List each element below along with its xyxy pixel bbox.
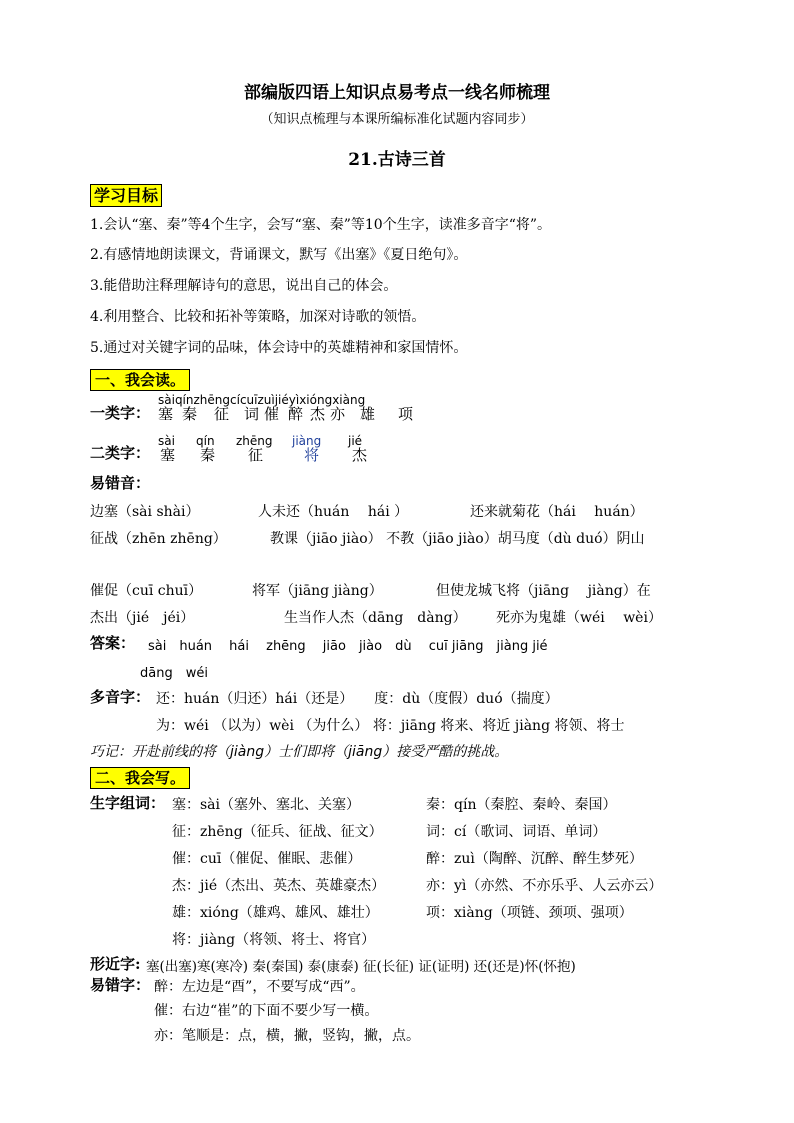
class1-char: 催: [264, 405, 280, 423]
class1-label: 一类字：: [90, 404, 151, 422]
class2-char: 杰: [352, 446, 368, 464]
word-entry: 秦：qín（秦腔、秦岭、秦国）: [426, 797, 617, 813]
class2-pinyin: jiàng: [292, 434, 322, 448]
goal-item: 5.通过对关键字词的品味，体会诗中的英雄精神和家国情怀。: [90, 340, 468, 356]
class1-char: 项: [398, 405, 414, 423]
class1-char: 秦: [182, 405, 198, 423]
word-entry: 征：zhēng（征兵、征战、征文）: [172, 824, 383, 840]
class2-pinyin: sài: [158, 434, 175, 448]
word-entry: 醉：zuì（陶醉、沉醉、醉生梦死）: [426, 851, 643, 867]
goal-item: 1.会认“塞、秦”等4个生字，会写“塞、秦”等10个生字，读准多音字“将”。: [90, 217, 552, 233]
document-subtitle: （知识点梳理与本课所编标准化试题内容同步）: [260, 112, 534, 127]
answer-line: dāng wéi: [140, 666, 208, 681]
mistake-item: 醉：左边是“酉”，不要写成“西”。: [154, 979, 365, 995]
error-item: 将军（jiāng jiàng）: [252, 583, 383, 599]
word-entry: 杰：jié（杰出、英杰、英雄豪杰）: [172, 878, 386, 894]
poly-line: 还：huán（归还）hái（还是） 度：dù（度假）duó（揣度）: [156, 691, 559, 707]
class2-char: 将: [304, 446, 320, 464]
error-item: 杰出（jié jéi）: [90, 610, 195, 626]
word-entry: 亦：yì（亦然、不亦乐乎、人云亦云）: [426, 878, 663, 894]
words-label: 生字组词：: [90, 794, 166, 812]
class1-char: 塞: [158, 405, 174, 423]
class1-char: 词: [244, 405, 260, 423]
document-title: 部编版四语上知识点易考点一线名师梳理: [244, 83, 550, 103]
poly-label: 多音字：: [90, 688, 151, 706]
class1-char: 雄: [360, 405, 376, 423]
class1-pinyin: sàiqínzhēngcícuīzuìjiéyìxióngxiàng: [158, 393, 366, 407]
class2-pinyin: jié: [348, 434, 363, 448]
lesson-title: 21.古诗三首: [348, 150, 446, 170]
class1-char: 杰: [310, 405, 326, 423]
mistake-label: 易错字：: [90, 976, 151, 994]
class2-char: 秦: [200, 446, 216, 464]
word-entry: 项：xiàng（项链、颈项、强项）: [426, 905, 633, 921]
error-item: 催促（cuī chuī）: [90, 583, 203, 599]
class2-pinyin: zhēng: [236, 434, 273, 448]
error-item: 教课（jiāo jiào） 不教（jiāo jiào）胡马度（dù duó）阴山: [270, 531, 645, 547]
similar-text: 塞(出塞)寒(寒冷) 秦(秦国) 泰(康泰) 征(长征) 证(证明) 还(还是)怀(怀抱): [146, 959, 576, 975]
class2-pinyin: qín: [196, 434, 215, 448]
goal-item: 4.利用整合、比较和拓补等策略，加深对诗歌的领悟。: [90, 309, 426, 325]
class1-char: 亦: [330, 405, 346, 423]
answer-line: sài huán hái zhēng jiāo jiào dù cuī jiāng jiàng jié: [148, 639, 548, 654]
write-heading: 二、我会写。: [90, 767, 190, 788]
goal-item: 2.有感情地朗读课文，背诵课文，默写《出塞》《夏日绝句》。: [90, 247, 468, 263]
error-item: 边塞（sài shài）: [90, 504, 200, 520]
class2-label: 二类字：: [90, 444, 151, 462]
class2-char: 征: [248, 446, 264, 464]
error-label: 易错音：: [90, 474, 151, 492]
answer-label: 答案：: [90, 634, 136, 652]
goals-heading: 学习目标: [90, 183, 162, 206]
memory-tip: 巧记：开赴前线的将（jiàng）士们即将（jiāng）接受严酷的挑战。: [90, 744, 509, 760]
error-item: 生当作人杰（dāng dàng）: [284, 610, 467, 626]
mistake-item: 亦：笔顺是：点，横，撇，竖钩，撇，点。: [154, 1028, 420, 1044]
read-heading: 一、我会读。: [90, 369, 190, 390]
word-entry: 催：cuī（催促、催眠、悲催）: [172, 851, 362, 867]
goal-item: 3.能借助注释理解诗句的意思，说出自己的体会。: [90, 278, 398, 294]
error-item: 还来就菊花（hái huán）: [470, 504, 644, 520]
error-item: 但使龙城飞将（jiāng jiàng）在: [436, 583, 651, 599]
error-item: 死亦为鬼雄（wéi wèi）: [496, 610, 662, 626]
error-item: 人未还（huán hái ）: [258, 504, 409, 520]
class1-char: 征: [214, 405, 230, 423]
mistake-item: 催：右边“崔”的下面不要少写一横。: [154, 1003, 379, 1019]
similar-label: 形近字:: [90, 955, 141, 973]
poly-line: 为：wéi （以为）wèi （为什么） 将：jiāng 将来、将近 jiàng 将领、将士: [156, 718, 625, 734]
word-entry: 塞：sài（塞外、塞北、关塞）: [172, 797, 361, 813]
error-item: 征战（zhēn zhēng）: [90, 531, 227, 547]
class2-char: 塞: [160, 446, 176, 464]
word-entry: 将：jiàng（将领、将士、将官）: [172, 932, 376, 948]
word-entry: 词：cí（歌词、词语、单词）: [426, 824, 607, 840]
class1-char: 醉: [288, 405, 304, 423]
word-entry: 雄：xióng（雄鸡、雄风、雄壮）: [172, 905, 379, 921]
